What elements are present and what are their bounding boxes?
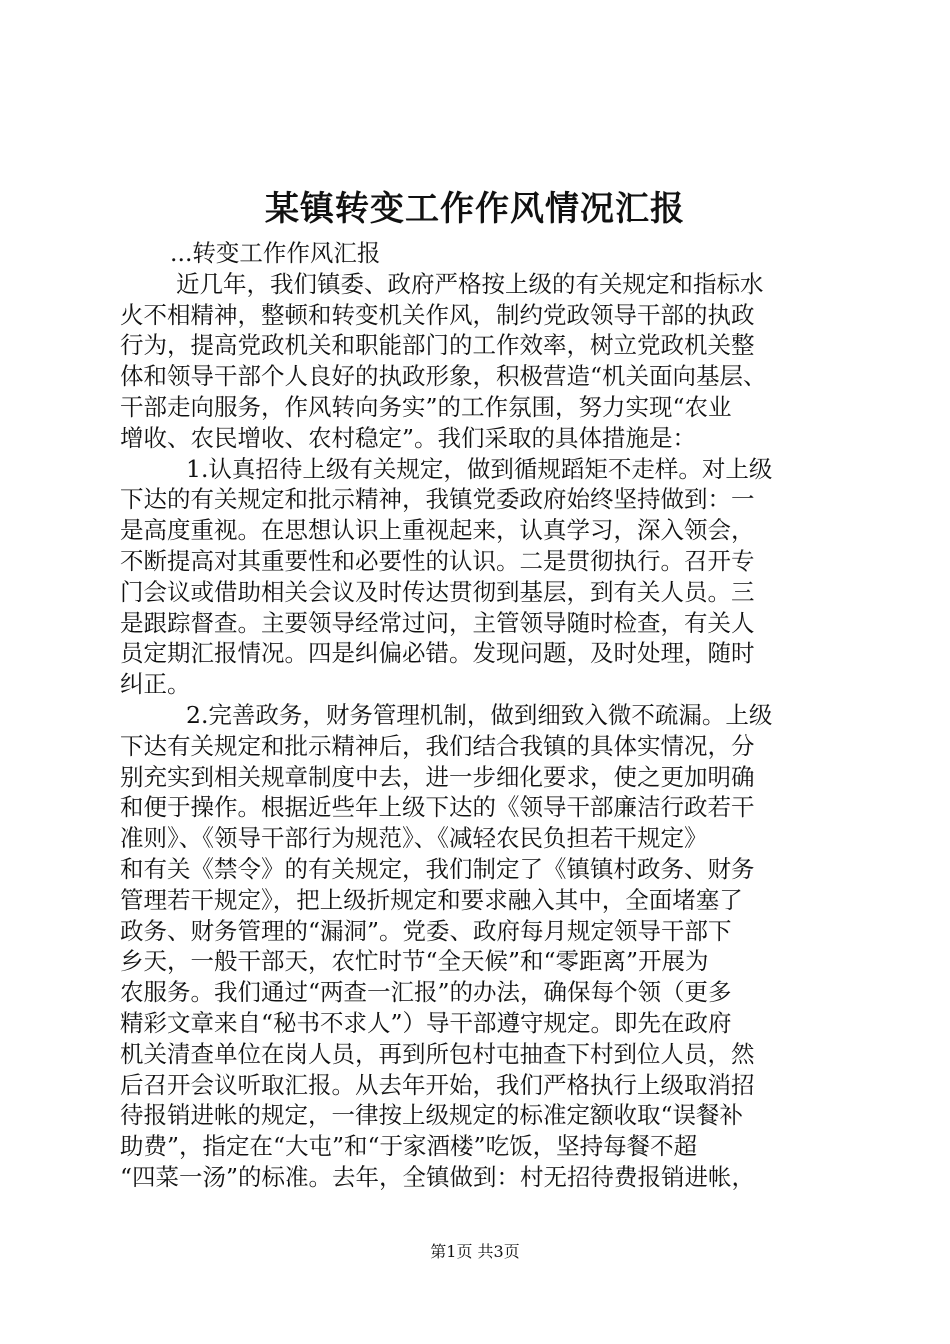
paragraph-line: 下达有关规定和批示精神后，我们结合我镇的具体实情况，分 [120,731,755,760]
subtitle-line: ...转变工作作风汇报 [170,239,381,267]
paragraph-line: 农服务。我们通过“两查一汇报”的办法，确保每个领（更多 [120,978,732,1007]
document-body [120,238,840,1193]
paragraph-line: 后召开会议听取汇报。从去年开始，我们严格执行上级取消招 [120,1070,755,1099]
paragraph-line: 下达的有关规定和批示精神，我镇党委政府始终坚持做到：一 [120,485,755,514]
paragraph-line: 干部走向服务，作风转向务实”的工作氛围，努力实现“农业 [120,392,732,421]
paragraph-line: 1.认真招待上级有关规定，做到循规蹈矩不走样。对上级 [186,454,773,483]
paragraph-line: 管理若干规定》，把上级折规定和要求融入其中，全面堵塞了 [120,885,743,914]
paragraph-line: 别充实到相关规章制度中去，进一步细化要求，使之更加明确 [120,762,755,791]
document-title: 某镇转变工作作风情况汇报 [265,189,685,229]
paragraph-line: 助费”，指定在“大屯”和“于家酒楼”吃饭，坚持每餐不超 [120,1132,698,1161]
paragraph-line: 不断提高对其重要性和必要性的认识。二是贯彻执行。召开专 [120,546,755,575]
paragraph-line: 2.完善政务，财务管理机制，做到细致入微不疏漏。上级 [186,700,773,729]
paragraph-line: 乡天，一般干部天，农忙时节“全天候”和“零距离”开展为 [120,947,709,976]
paragraph-line: “四菜一汤”的标准。去年，全镇做到：村无招待费报销进帐， [120,1162,756,1191]
paragraph-line: 增收、农民增收、农村稳定”。我们采取的具体措施是： [120,423,697,452]
paragraph-line: 精彩文章来自“秘书不求人”）导干部遵守规定。即先在政府 [120,1008,732,1037]
page-number-footer: 第1页 共3页 [430,1242,520,1261]
paragraph-line: 是高度重视。在思想认识上重视起来，认真学习，深入领会， [120,516,755,545]
paragraph-line: 和有关《禁令》的有关规定，我们制定了《镇镇村政务、财务 [120,854,755,883]
paragraph-line: 和便于操作。根据近些年上级下达的《领导干部廉洁行政若干 [120,793,755,822]
paragraph-line: 政务、财务管理的“漏洞”。党委、政府每月规定领导干部下 [120,916,732,945]
paragraph-line: 火不相精神，整顿和转变机关作风，制约党政领导干部的执政 [120,300,755,329]
paragraph-line: 待报销进帐的规定，一律按上级规定的标准定额收取“误餐补 [120,1101,744,1130]
paragraph-line: 员定期汇报情况。四是纠偏必错。发现问题，及时处理，随时 [120,639,755,668]
paragraph-line: 准则》、《领导干部行为规范》、《减轻农民负担若干规定》 [120,824,708,853]
paragraph-line: 行为，提高党政机关和职能部门的工作效率，树立党政机关整 [120,331,755,360]
paragraph-line: 近几年，我们镇委、政府严格按上级的有关规定和指标水 [176,269,764,298]
paragraph-line: 机关清查单位在岗人员，再到所包村屯抽查下村到位人员，然 [120,1039,755,1068]
paragraph-line: 门会议或借助相关会议及时传达贯彻到基层，到有关人员。三 [120,577,755,606]
paragraph-line: 体和领导干部个人良好的执政形象，积极营造“机关面向基层、 [120,362,767,391]
paragraph-line: 是跟踪督查。主要领导经常过问，主管领导随时检查，有关人 [120,608,755,637]
paragraph-line: 纠正。 [120,670,191,699]
